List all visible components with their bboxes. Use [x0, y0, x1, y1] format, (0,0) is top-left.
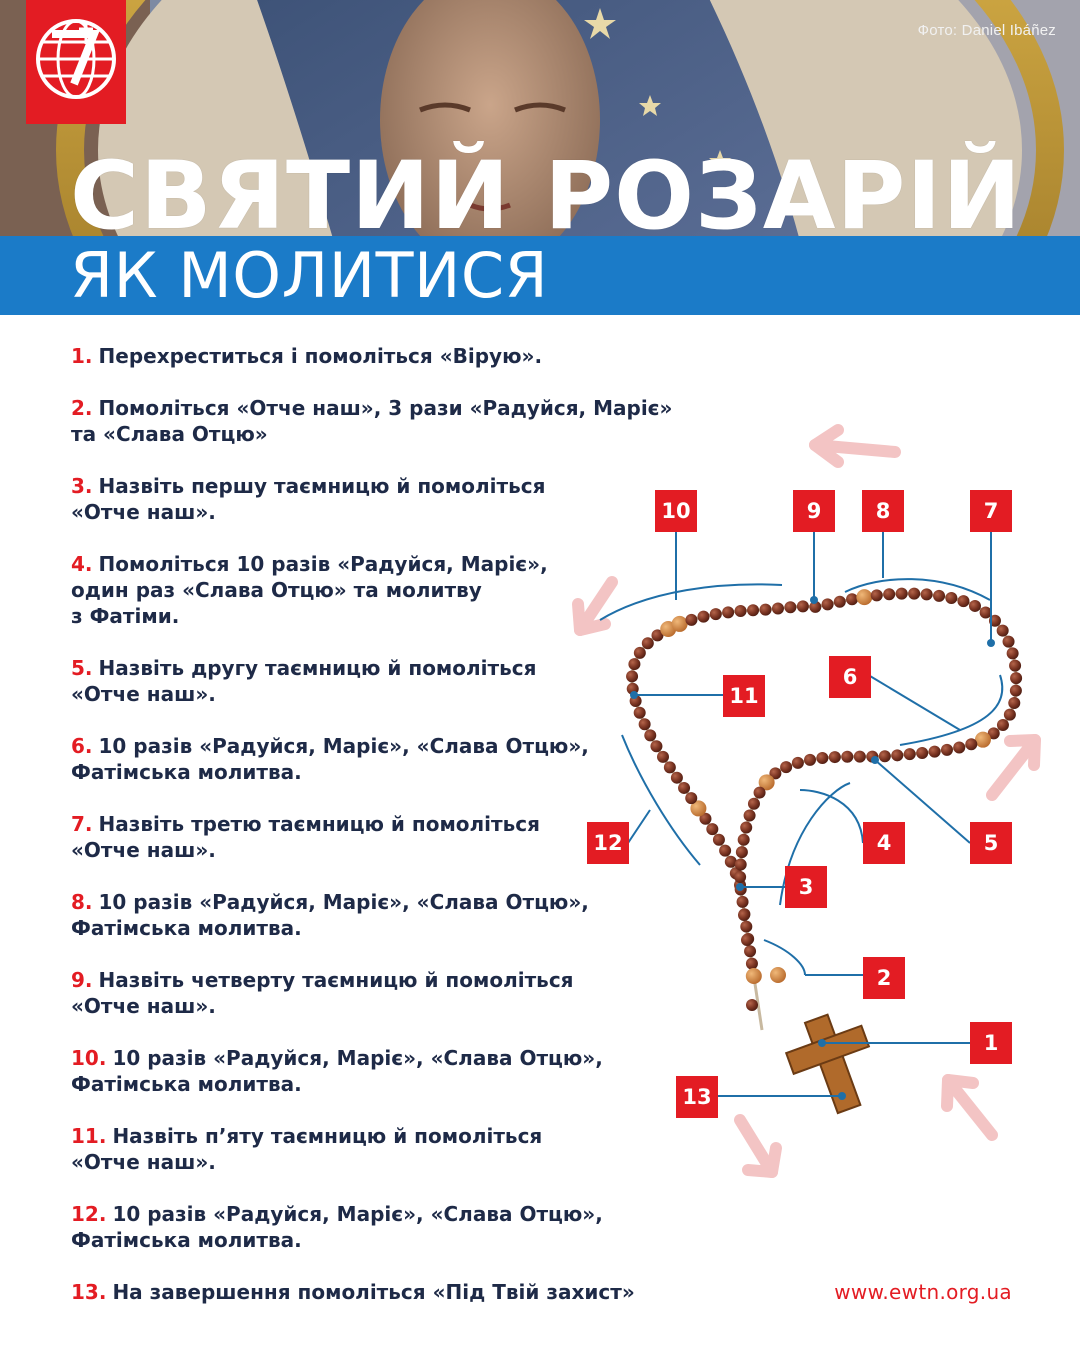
step-number: 8. — [71, 890, 93, 914]
small-bead — [841, 751, 853, 763]
small-bead — [650, 740, 662, 752]
step-13 — [71, 1279, 711, 1305]
pointer-lines — [600, 532, 1002, 1096]
small-bead — [754, 787, 766, 799]
tail-bead — [746, 999, 758, 1011]
small-bead — [965, 738, 977, 750]
step-text: Перехреститься і помоліться «Вірую». — [98, 344, 543, 368]
arrow-up-left-icon-2 — [947, 1080, 992, 1135]
small-bead — [740, 921, 752, 933]
small-bead — [879, 750, 891, 762]
step-text-line: «Отче наш». — [71, 1150, 216, 1174]
small-bead — [829, 751, 841, 763]
tail-bead — [741, 934, 753, 946]
small-bead — [746, 958, 758, 970]
small-bead — [1007, 647, 1019, 659]
small-bead — [1003, 636, 1015, 648]
small-bead — [854, 751, 866, 763]
step-number: 10. — [71, 1046, 107, 1070]
step-text-line: Фатімська молитва. — [71, 760, 302, 784]
small-bead — [846, 593, 858, 605]
small-bead — [941, 744, 953, 756]
small-bead — [642, 637, 654, 649]
page-subtitle: ЯК МОЛИТИСЯ — [70, 239, 549, 312]
header-photo — [0, 0, 1080, 315]
step-number: 5. — [71, 656, 93, 680]
small-bead — [904, 748, 916, 760]
small-bead — [760, 604, 772, 616]
step-number: 9. — [71, 968, 93, 992]
small-bead — [678, 782, 690, 794]
marker-12: 12 — [587, 822, 629, 864]
step-text-line: 10 разів «Радуйся, Маріє», «Слава Отцю», — [98, 890, 589, 914]
marker-9: 9 — [793, 490, 835, 532]
small-bead — [772, 603, 784, 615]
step-number: 4. — [71, 552, 93, 576]
small-bead — [634, 707, 646, 719]
small-bead — [664, 761, 676, 773]
small-bead — [685, 614, 697, 626]
step-1 — [71, 343, 711, 369]
small-bead — [735, 605, 747, 617]
large-bead — [672, 616, 688, 632]
photo-credit: Фото: Daniel Ibáñez — [917, 22, 1056, 39]
step-number: 7. — [71, 812, 93, 836]
small-bead — [780, 761, 792, 773]
small-bead — [896, 588, 908, 600]
small-bead — [713, 834, 725, 846]
small-bead — [929, 746, 941, 758]
marker-2: 2 — [863, 957, 905, 999]
small-bead — [639, 718, 651, 730]
small-bead — [671, 772, 683, 784]
small-bead — [737, 896, 749, 908]
step-number: 2. — [71, 396, 93, 420]
step-text-line: Назвіть п’яту таємницю й помоліться — [112, 1124, 543, 1148]
small-bead — [685, 792, 697, 804]
small-bead — [891, 749, 903, 761]
step-text-line: «Отче наш». — [71, 682, 216, 706]
step-text-line: з Фатіми. — [71, 604, 180, 628]
step-number: 3. — [71, 474, 93, 498]
step-number: 13. — [71, 1280, 107, 1304]
small-bead — [957, 595, 969, 607]
website-link[interactable]: www.ewtn.org.ua — [834, 1280, 1012, 1304]
small-bead — [997, 719, 1009, 731]
marker-7: 7 — [970, 490, 1012, 532]
large-bead — [856, 589, 872, 605]
tail-bead — [770, 967, 786, 983]
marker-1: 1 — [970, 1022, 1012, 1064]
ewtn-logo — [26, 0, 126, 124]
small-bead — [953, 741, 965, 753]
arrow-up-left-icon — [815, 430, 895, 462]
step-text-line: Фатімська молитва. — [71, 1228, 302, 1252]
small-bead — [804, 754, 816, 766]
small-bead — [816, 752, 828, 764]
step-text-line: Помоліться «Отче наш», 3 рази «Радуйся, Маріє» — [98, 396, 673, 420]
step-text-line: Назвіть четверту таємницю й помоліться — [98, 968, 574, 992]
small-bead — [634, 647, 646, 659]
step-text-line: Помоліться 10 разів «Радуйся, Маріє», — [98, 552, 548, 576]
small-bead — [980, 606, 992, 618]
step-12 — [71, 1201, 711, 1253]
small-bead — [921, 588, 933, 600]
small-bead — [1009, 660, 1021, 672]
step-text-line: та «Слава Отцю» — [71, 422, 268, 446]
globe-cross-logo-icon — [34, 14, 118, 104]
small-bead — [797, 600, 809, 612]
small-bead — [822, 598, 834, 610]
small-bead — [744, 945, 756, 957]
arrow-up-right-icon — [992, 740, 1035, 795]
step-text-line: «Отче наш». — [71, 500, 216, 524]
rosary-cross-icon — [779, 1005, 887, 1123]
marker-11: 11 — [723, 675, 765, 717]
step-text-line: Назвіть першу таємницю й помоліться — [98, 474, 546, 498]
step-text-line: 10 разів «Радуйся, Маріє», «Слава Отцю», — [112, 1202, 603, 1226]
small-bead — [1010, 685, 1022, 697]
step-number: 11. — [71, 1124, 107, 1148]
small-bead — [657, 751, 669, 763]
step-text-line: 10 разів «Радуйся, Маріє», «Слава Отцю», — [112, 1046, 603, 1070]
step-text-line: Фатімська молитва. — [71, 1072, 302, 1096]
small-bead — [883, 588, 895, 600]
marker-5: 5 — [970, 822, 1012, 864]
step-text-line: один раз «Слава Отцю» та молитву — [71, 578, 482, 602]
small-bead — [969, 600, 981, 612]
small-bead — [908, 588, 920, 600]
small-bead — [834, 596, 846, 608]
small-bead — [719, 845, 731, 857]
marker-6: 6 — [829, 656, 871, 698]
small-bead — [871, 589, 883, 601]
rosary-beads — [626, 588, 1022, 1011]
step-text-line: Назвіть третю таємницю й помоліться — [98, 812, 540, 836]
small-bead — [747, 604, 759, 616]
small-bead — [644, 729, 656, 741]
small-bead — [626, 670, 638, 682]
step-text-line: Фатімська молитва. — [71, 916, 302, 940]
large-bead — [975, 732, 991, 748]
small-bead — [744, 809, 756, 821]
step-number: 12. — [71, 1202, 107, 1226]
small-bead — [748, 798, 760, 810]
small-bead — [1008, 697, 1020, 709]
page-title: СВЯТИЙ РОЗАРІЙ — [70, 142, 1023, 251]
marker-8: 8 — [862, 490, 904, 532]
marker-10: 10 — [655, 490, 697, 532]
small-bead — [736, 846, 748, 858]
small-bead — [735, 859, 747, 871]
step-text-line: Назвіть другу таємницю й помоліться — [98, 656, 537, 680]
small-bead — [698, 611, 710, 623]
small-bead — [740, 822, 752, 834]
small-bead — [916, 747, 928, 759]
small-bead — [1010, 672, 1022, 684]
small-bead — [1004, 709, 1016, 721]
marker-13: 13 — [676, 1076, 718, 1118]
small-bead — [945, 592, 957, 604]
small-bead — [738, 834, 750, 846]
step-text: На завершення помоліться «Під Твій захист» — [112, 1280, 635, 1304]
rosary-cord — [632, 594, 1016, 1030]
step-text-line: «Отче наш». — [71, 838, 216, 862]
arrow-down-right-icon — [740, 1120, 776, 1172]
step-text-line: «Отче наш». — [71, 994, 216, 1018]
small-bead — [722, 606, 734, 618]
small-bead — [784, 601, 796, 613]
small-bead — [628, 658, 640, 670]
step-text-line: 10 разів «Радуйся, Маріє», «Слава Отцю», — [98, 734, 589, 758]
step-number: 6. — [71, 734, 93, 758]
small-bead — [734, 871, 746, 883]
tail-bead — [738, 909, 750, 921]
large-bead — [746, 968, 762, 984]
small-bead — [710, 608, 722, 620]
arrow-down-left-icon — [578, 582, 612, 630]
small-bead — [933, 590, 945, 602]
step-number: 1. — [71, 344, 93, 368]
small-bead — [792, 757, 804, 769]
small-bead — [706, 823, 718, 835]
marker-3: 3 — [785, 866, 827, 908]
small-bead — [997, 625, 1009, 637]
marker-4: 4 — [863, 822, 905, 864]
